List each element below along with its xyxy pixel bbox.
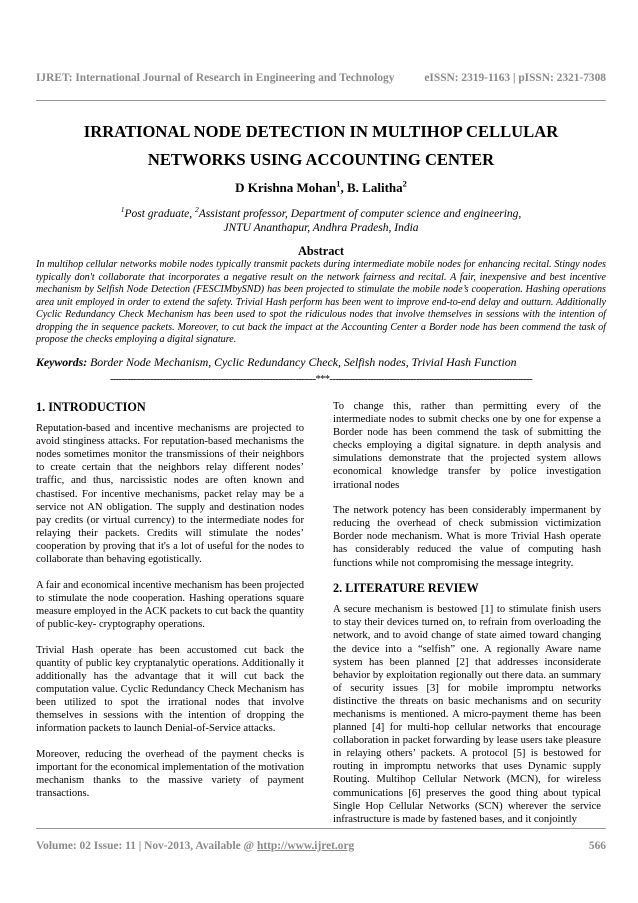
author-2-marker: 2: [402, 178, 407, 189]
right-paragraph-2: The network potency has been considerably impermanent by reducing the overhead of check submission victimization Border node mechanism. What is more Trivial Hash operate has considerably reduced the value of computing hash functions while not compromising the message integrity.: [333, 505, 601, 569]
affil-role-1: Post graduate,: [124, 208, 196, 220]
affil-role-2: Assistant professor, Department of computer science and engineering,: [198, 208, 522, 220]
paper-title: [36, 118, 606, 174]
footer-volume-text: Volume: 02 Issue: 11 | Nov-2013, Available @: [36, 840, 257, 852]
author-2: B. Lalitha: [347, 180, 403, 195]
section-separator: -----------------------------------------------------------------------***----------------------------------------------------------------------: [109, 374, 533, 385]
author-separator: ,: [340, 180, 347, 195]
right-paragraph-1: To change this, rather than permitting every of the intermediate nodes to submit checks one by one for expense a Border node has been commend the task of submitting the checks employing a digital signature. in depth analysis and simulations demonstrate that the projected system allows economical knowledge transfer by police investigation irrational nodes: [333, 401, 601, 491]
affiliation-line-2: JNTU Ananthapur, Andhra Pradesh, India: [223, 222, 419, 234]
affil-marker-2: 2: [195, 205, 199, 215]
intro-paragraph-3: Trivial Hash operate has been accustomed cut back the quantity of public key cryptanalytic operations. Additionally it additionally has the advantage that it will cut back the computation value. Cyclic Redundancy Check Mechanism has been utilized to spot the irrational nodes that involve themselves in sessions with the intention of dropping the information packets to launch Denial-of-Service attacks.: [36, 644, 304, 735]
intro-paragraph-4: Moreover, reducing the overhead of the payment checks is important for the economical implementation of the motivation mechanism thanks to the massive variety of payment transactions.: [36, 748, 305, 799]
running-header: [36, 72, 606, 84]
abstract-heading: Abstract: [297, 244, 345, 258]
title-line-1: IRRATIONAL NODE DETECTION IN MULTIHOP CELLULAR: [83, 122, 559, 141]
footer-rule: [36, 828, 606, 829]
right-column: [333, 400, 601, 838]
keywords-label: Keywords:: [36, 355, 88, 369]
intro-paragraph-2: A fair and economical incentive mechanism has been projected to stimulate the node cooperation. Hashing operations square measure employed in the ACK packets to cut back the quantity of public-key- cryptography operations.: [36, 579, 304, 630]
author-list: [36, 180, 606, 196]
keywords: [36, 355, 606, 370]
affiliation-line-1: [36, 207, 606, 221]
author-1: D Krishna Mohan: [235, 180, 337, 195]
left-column: [36, 401, 304, 813]
footer-volume: [36, 840, 354, 852]
running-footer: [36, 840, 606, 852]
literature-paragraph-1: A secure mechanism is bestowed [1] to stimulate finish users to stay their devices turned on, to refrain from overloading the network, and to avoid change of state aimed toward changing the device into a “selfish” one. A regionally Aware name system has been planned [2] that addresses inconsiderate behavior by exploitation regionally out there data. an summary of security issues [3] for mobile impromptu networks distinctive the threats on basic mechanisms and on security mechanisms is mentioned. A micro-payment theme has been planned [4] for multi-hop cellular networks that encourage collaboration in packet forwarding by lease users take pleasure in relaying others’ packets. A protocol [5] is bestowed for routing in impromptu networks that uses Dynamic supply Routing. Multihop Cellular Network (MCN), for wireless communications [6] preserves the good thing about typical Single Hop Cellular Networks (SCN) wherever the service infrastructure is made by fastened bases, and it conjointly: [333, 604, 601, 825]
author-1-marker: 1: [336, 178, 341, 189]
affiliation: [36, 207, 606, 235]
affil-marker-1: 1: [120, 205, 125, 215]
page-number: 566: [588, 840, 606, 852]
header-rule: [36, 100, 606, 101]
issn: eISSN: 2319-1163 | pISSN: 2321-7308: [424, 72, 606, 84]
journal-url-link[interactable]: http://www.ijret.org: [257, 840, 355, 852]
journal-name: IJRET: International Journal of Research in Engineering and Technology: [36, 72, 395, 84]
title-line-2: NETWORKS USING ACCOUNTING CENTER: [147, 150, 495, 169]
literature-heading: 2. LITERATURE REVIEW: [333, 581, 479, 596]
abstract-text: In multihop cellular networks mobile nodes typically transmit packets during intermediate mobile nodes for enhancing recital. Stingy nodes typically don't collaborate that incorporates a negative result on the network fairness and recital. A fair, inexpensive and best incentive mechanism by Selfish Node Detection (FESCIMbySND) has been projected to stimulate the mobile node’s cooperation. Hashing operations area unit employed in order to extend the safety. Trivial Hash perform has been went to improve end-to-end delay and outturn. Additionally Cyclic Redundancy Check Mechanism has been used to spot the ridiculous nodes that involve themselves in sessions with the intention of dropping the in sequence packets. Moreover, to cut back the impact at the Accounting Center a Border node has been commend the task of propose the checks employing a digital signature.: [36, 259, 606, 345]
intro-heading: 1. INTRODUCTION: [36, 400, 146, 414]
intro-paragraph-1: Reputation-based and incentive mechanisms are projected to avoid stinginess attacks. For reputation-based mechanisms the nodes sometimes monitor the transmissions of their neighbors to create certain that the neighbors relay different nodes’ traffic, and thus, narcissistic nodes are often known and chastised. For incentive mechanisms, packet relay may be a service not AN obligation. The supply and destination nodes pay credits (or virtual currency) to the intermediate nodes for relaying their packets. Credits will stimulate the nodes’ cooperation by proving that it's a lot of useful for the nodes to collaborate than behaving egotistically.: [36, 423, 304, 566]
keywords-text: Border Node Mechanism, Cyclic Redundancy Check, Selfish nodes, Trivial Hash Function: [87, 355, 517, 369]
